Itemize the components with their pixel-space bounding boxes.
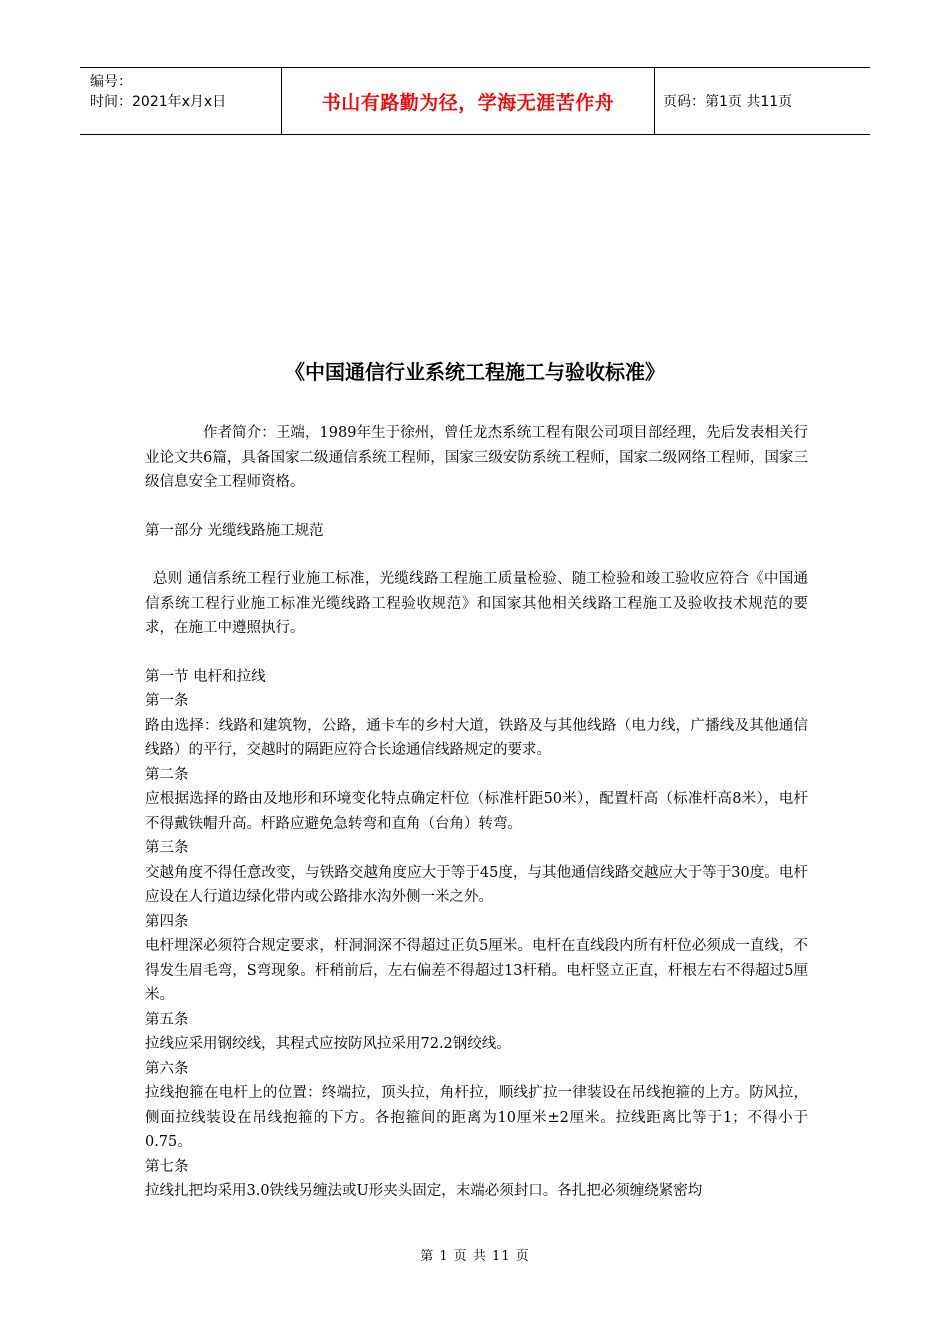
article-text: 拉线抱箍在电杆上的位置：终端拉，顶头拉，角杆拉，顺线扩拉一律装设在吊线抱箍的上方。防风拉，侧面拉线装设在吊线抱箍的下方。各抱箍间的距离为10厘米±2厘米。拉线距离比等于1；不得小于0.75。 bbox=[145, 1085, 808, 1150]
article-text: 路由选择：线路和建筑物，公路，通卡车的乡村大道，铁路及与其他线路（电力线，广播线及其他通信线路）的平行，交越时的隔距应符合长途通信线路规定的要求。 bbox=[145, 717, 808, 758]
part-title: 第一部分 光缆线路施工规范 bbox=[145, 522, 324, 539]
spacer bbox=[145, 641, 808, 665]
spacer bbox=[145, 543, 808, 567]
page-info-text: 页码：第1页 共11页 bbox=[663, 94, 793, 110]
article-text: 拉线扎把均采用3.0铁线另缠法或U形夹头固定，末端必须封口。各扎把必须缠绕紧密均 bbox=[145, 1183, 703, 1199]
section-title: 第一节 电杆和拉线 bbox=[145, 668, 266, 685]
article-heading: 第五条 bbox=[145, 1011, 189, 1028]
page-footer: 第 1 页 共 11 页 bbox=[420, 1249, 530, 1264]
document-title: 《中国通信行业系统工程施工与验收标准》 bbox=[285, 360, 665, 384]
header-table bbox=[80, 67, 870, 135]
spacer bbox=[145, 495, 808, 519]
article-text: 应根据选择的路由及地形和环境变化特点确定杆位（标准杆距50米），配置杆高（标准杆高8米），电杆不得戴铁帽升高。杆路应避免急转弯和直角（台角）转弯。 bbox=[145, 791, 808, 832]
date-label: 时间：2021年x月x日 bbox=[90, 94, 227, 110]
serial-number-label: 编号： bbox=[90, 74, 132, 90]
motto-text: 书山有路勤为径，学海无涯苦作舟 bbox=[321, 91, 615, 114]
article-text: 电杆埋深必须符合规定要求，杆洞洞深不得超过正负5厘米。电杆在直线段内所有杆位必须成一直线，不得发生眉毛弯，S弯现象。杆稍前后，左右偏差不得超过13杆稍。电杆竖立正直，杆根左右不得超过5厘米。 bbox=[145, 938, 808, 1003]
article-text: 拉线应采用钢绞线，其程式应按防风拉采用72.2钢绞线。 bbox=[145, 1036, 511, 1052]
document-body bbox=[145, 421, 808, 1204]
header-motto-cell bbox=[281, 68, 655, 134]
article-heading: 第三条 bbox=[145, 840, 189, 856]
general-provisions: 总则 通信系统工程行业施工标准，光缆线路工程施工质量检验、随工检验和竣工验收应符合《中国通信系统工程行业施工标准光缆线路工程验收规范》和国家其他相关线路工程施工及验收技术规范的要求，在施工中遵照执行。 bbox=[145, 571, 808, 636]
article-text: 交越角度不得任意改变，与铁路交越角度应大于等于45度，与其他通信线路交越应大于等于30度。电杆应设在人行道边绿化带内或公路排水沟外侧一米之外。 bbox=[145, 864, 808, 905]
article-heading: 第四条 bbox=[145, 913, 189, 930]
article-heading: 第六条 bbox=[145, 1060, 189, 1077]
header-page-cell bbox=[655, 68, 870, 134]
header-info-cell bbox=[80, 68, 281, 134]
article-heading: 第七条 bbox=[145, 1158, 189, 1175]
author-intro: 作者简介：王端，1989年生于徐州，曾任龙杰系统工程有限公司项目部经理，先后发表相关行业论文共6篇，具备国家二级通信系统工程师，国家三级安防系统工程师，国家二级网络工程师，国家三级信息安全工程师资格。 bbox=[145, 425, 808, 490]
article-heading: 第二条 bbox=[145, 766, 189, 783]
article-heading: 第一条 bbox=[145, 693, 189, 709]
